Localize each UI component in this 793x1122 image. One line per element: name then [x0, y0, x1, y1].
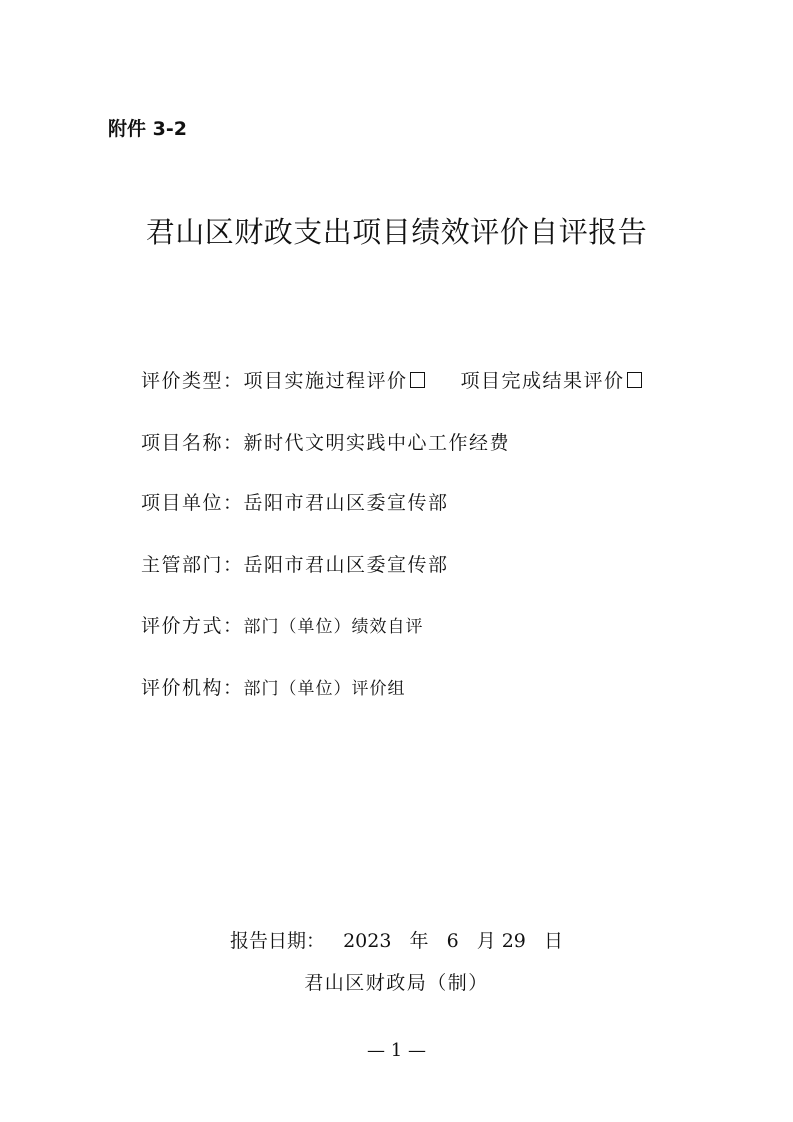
- project-unit-value: 岳阳市君山区委宣传部: [243, 492, 449, 514]
- supervising-dept-row: [141, 550, 449, 577]
- attachment-label: 附件 3-2: [108, 118, 187, 140]
- report-date: [0, 926, 793, 953]
- eval-org-value: 部门（单位）评价组: [243, 679, 406, 699]
- project-name-label: 项目名称：: [141, 432, 244, 454]
- eval-type-label: 评价类型：: [141, 370, 244, 392]
- report-date-month-unit: 月: [476, 930, 496, 952]
- document-title: 君山区财政支出项目绩效评价自评报告: [145, 215, 648, 249]
- report-date-month: 6: [446, 930, 459, 952]
- eval-type-option-process: 项目实施过程评价: [243, 370, 408, 392]
- eval-method-label: 评价方式：: [141, 615, 244, 637]
- eval-method-row: [141, 611, 424, 638]
- report-date-label: 报告日期：: [230, 930, 326, 952]
- issuer: 君山区财政局（制）: [304, 972, 489, 994]
- eval-type-row: [141, 366, 642, 393]
- page-number: — 1 —: [367, 1040, 426, 1061]
- project-name-row: [141, 428, 510, 455]
- report-date-day-unit: 日: [543, 930, 563, 952]
- eval-type-result-checkbox[interactable]: [627, 372, 642, 388]
- eval-type-process-checkbox[interactable]: [410, 372, 425, 388]
- project-unit-label: 项目单位：: [141, 492, 244, 514]
- project-name-value: 新时代文明实践中心工作经费: [243, 432, 511, 454]
- eval-method-value: 部门（单位）绩效自评: [243, 617, 424, 637]
- eval-type-option-result: 项目完成结果评价: [460, 370, 625, 392]
- report-date-day: 29: [501, 930, 526, 952]
- report-date-year: 2023: [343, 930, 392, 952]
- supervising-dept-label: 主管部门：: [141, 554, 244, 576]
- eval-org-label: 评价机构：: [141, 677, 244, 699]
- eval-org-row: [141, 673, 406, 700]
- project-unit-row: [141, 488, 449, 515]
- supervising-dept-value: 岳阳市君山区委宣传部: [243, 554, 449, 576]
- report-date-year-unit: 年: [409, 930, 429, 952]
